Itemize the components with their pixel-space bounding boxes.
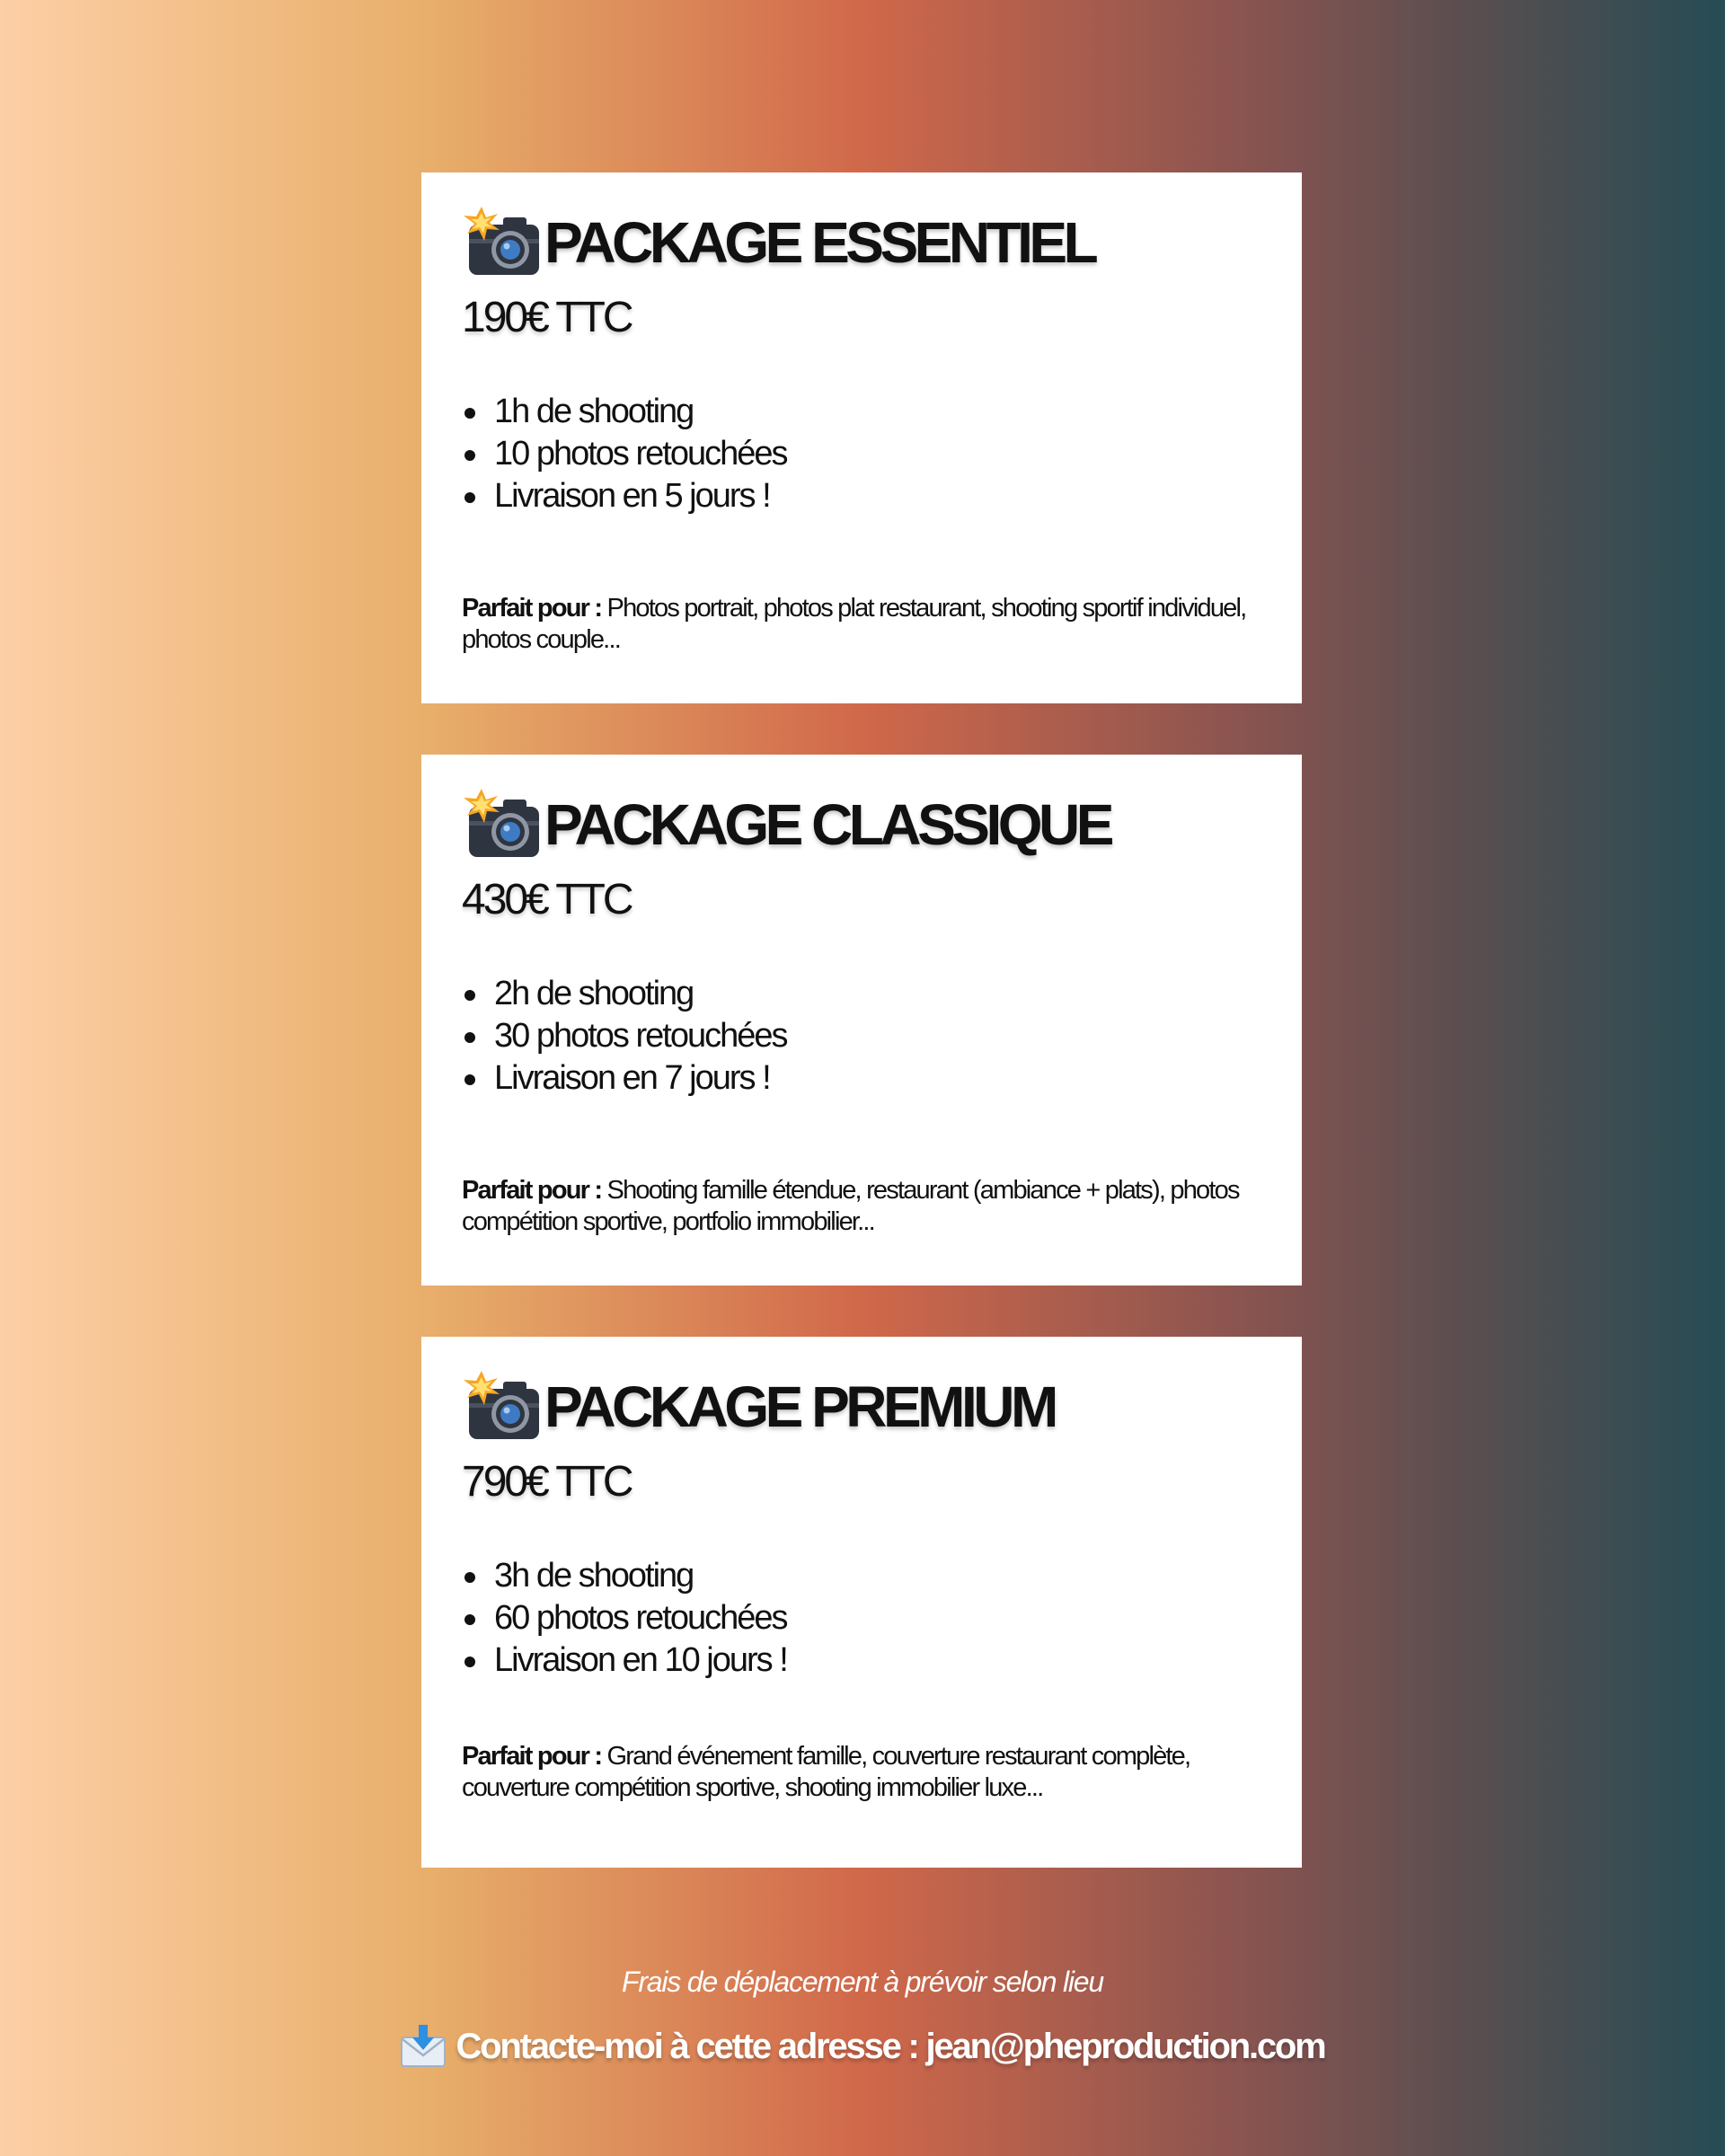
package-price: 190€ TTC [462,294,632,341]
feature-list [462,1555,787,1682]
contact-email-text[interactable]: Contacte-moi à cette adresse : jean@pheproduction.com [456,2026,1325,2066]
package-title: PACKAGE CLASSIQUE [544,792,1110,857]
card-title-row [462,1365,1055,1448]
feature-item: Livraison en 10 jours ! [462,1639,787,1682]
ideal-for-description: Grand événement famille, couverture restaurant complète, couverture compétition sportive, shooting immobilier luxe... [462,1742,1190,1802]
camera-with-flash-icon [462,1371,541,1443]
ideal-for-text [462,1175,1270,1238]
feature-item: 30 photos retouchées [462,1015,787,1057]
ideal-for-label: Parfait pour : [462,1742,602,1771]
card-title-row [462,783,1110,866]
ideal-for-description: Photos portrait, photos plat restaurant, shooting sportif individuel, photos couple... [462,594,1246,654]
card-title-row [462,201,1094,284]
camera-with-flash-icon [462,207,541,278]
feature-item: Livraison en 5 jours ! [462,475,787,517]
package-price: 430€ TTC [462,876,632,923]
travel-fees-note: Frais de déplacement à prévoir selon lieu [621,1966,1103,1998]
envelope-with-arrow-icon [400,2025,447,2068]
ideal-for-label: Parfait pour : [462,594,602,623]
ideal-for-text [462,593,1270,656]
feature-list [462,391,787,517]
feature-item: 60 photos retouchées [462,1597,787,1639]
package-title: PACKAGE PREMIUM [544,1374,1055,1439]
feature-item: Livraison en 7 jours ! [462,1057,787,1100]
feature-item: 3h de shooting [462,1555,787,1597]
ideal-for-description: Shooting famille étendue, restaurant (ambiance + plats), photos compétition sportive, portfolio immobilier... [462,1176,1239,1236]
feature-item: 2h de shooting [462,973,787,1015]
contact-row [0,2025,1725,2068]
ideal-for-text [462,1741,1270,1804]
feature-item: 10 photos retouchées [462,433,787,475]
package-card-essentiel [421,172,1302,703]
package-card-premium [421,1337,1302,1868]
ideal-for-label: Parfait pour : [462,1176,602,1205]
package-price: 790€ TTC [462,1458,632,1506]
package-title: PACKAGE ESSENTIEL [544,210,1095,275]
camera-with-flash-icon [462,789,541,861]
feature-item: 1h de shooting [462,391,787,433]
package-card-classique [421,755,1302,1286]
feature-list [462,973,787,1100]
